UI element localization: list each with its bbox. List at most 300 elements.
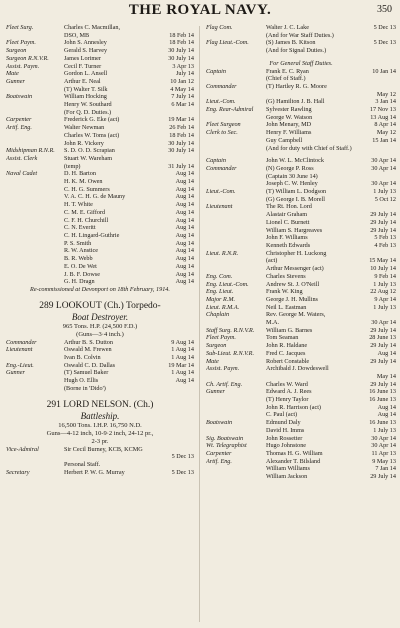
officer-name: Arthur Messenger (act) <box>266 265 324 273</box>
officer-entry <box>206 106 396 114</box>
appointment-date <box>360 203 396 211</box>
officer-entry <box>206 396 396 404</box>
rank-label: Assist. Clerk <box>6 154 38 162</box>
officer-name: Joseph C. W. Henley <box>266 180 318 188</box>
rank-label: Lieutenant <box>6 346 33 354</box>
rank-label <box>206 211 266 219</box>
recommission-note: Re-commissioned at Devonport on 18th February, 1914. <box>30 285 170 293</box>
officer-name: Tom Seaman <box>266 334 299 342</box>
officer-name: (act) <box>266 257 278 265</box>
rank-label: Mate <box>206 357 219 365</box>
appointment-date: 19 Mar 14 <box>168 116 194 124</box>
appointment-date: Aug 14 <box>175 262 194 270</box>
officer-name: Arthur B. S. Dutton <box>64 338 113 346</box>
officer-entry <box>206 196 396 204</box>
rank-label: Naval Cadet <box>6 170 38 178</box>
officer-entry <box>6 278 194 286</box>
appointment-date: 18 Feb 14 <box>169 31 194 39</box>
appointment-date: 30 Apr 14 <box>371 434 396 442</box>
officer-name: (G) Hamilton J. B. Hall <box>266 98 325 106</box>
appointment-date: 9 Feb 14 <box>374 272 396 280</box>
appointment-date: Aug 14 <box>175 185 194 193</box>
rank-label: Captain <box>206 67 226 75</box>
officer-entry <box>206 265 396 273</box>
appointment-date: 5 Dec 13 <box>171 453 194 461</box>
officer-entry <box>206 157 396 165</box>
officer-name: (G) George I. B. Morell <box>266 195 325 203</box>
officer-name: Stuart W. Wareham <box>64 154 113 162</box>
appointment-date: 3 Apr 13 <box>172 62 194 70</box>
nelson-guns-2: 2-3 pr. <box>91 437 109 445</box>
rank-label: Captain <box>206 157 226 165</box>
officer-entry <box>206 273 396 281</box>
appointment-date: 16 June 13 <box>369 419 396 427</box>
rank-label <box>206 180 266 188</box>
rank-label: Carpenter <box>6 116 32 124</box>
officer-entry <box>6 39 194 47</box>
appointment-date: Aug 14 <box>175 201 194 209</box>
officer-name: David H. Imms <box>266 426 305 434</box>
rank-label <box>6 193 64 201</box>
officer-entry <box>206 327 396 335</box>
nelson-guns: Guns—4-12 inch, 10-9·2 inch, 24-12 pr., <box>46 429 154 437</box>
officer-name: Archibald J. Dowdeswell <box>266 365 329 373</box>
officer-entry <box>206 288 396 296</box>
rank-label: Artif. Eng. <box>6 124 32 132</box>
officer-name: Sylvester Rawling <box>266 106 312 114</box>
appointment-date: 7 July 14 <box>171 93 194 101</box>
officer-entry <box>6 255 194 263</box>
rank-label <box>6 377 64 385</box>
officer-name: Ivan B. Colvin <box>64 354 101 362</box>
officer-name: C. H. G. Summers <box>64 185 110 193</box>
lookout-subtitle: Boat Destroyer. <box>71 311 129 322</box>
officer-name: (T) Hartley R. G. Moore <box>266 82 327 90</box>
rank-label: Commander <box>6 338 37 346</box>
appointment-date: 29 July 14 <box>370 226 396 234</box>
officer-entry <box>206 458 396 466</box>
appointment-date: 29 July 14 <box>370 218 396 226</box>
rank-label: Wt. Telegraphist <box>206 442 247 450</box>
officer-name: Sir Cecil Burney, KCB, KCMG <box>64 445 143 453</box>
rank-label: Surgeon R.N.V.R. <box>6 54 49 62</box>
rank-label <box>6 232 64 240</box>
rank-label <box>6 247 64 255</box>
rank-label <box>206 319 266 327</box>
officer-name: Edward A. J. Rees <box>266 388 312 396</box>
officer-name: Gerald S. Harvey <box>64 47 108 55</box>
rank-label <box>6 186 64 194</box>
officer-entry <box>206 211 396 219</box>
officer-entry <box>206 173 396 181</box>
rank-label <box>6 209 64 217</box>
officer-name: Cecil F. Turner <box>64 62 102 70</box>
officer-name: William Williams <box>266 465 310 473</box>
officer-name: C. Paul (act) <box>266 411 298 419</box>
officer-entry <box>206 227 396 235</box>
officer-name: J. B. F. Dowse <box>64 270 100 278</box>
officer-entry <box>6 469 194 477</box>
officer-name: (Borne in 'Dido') <box>64 384 106 392</box>
officer-entry <box>6 55 194 63</box>
officer-name: Charles C. Macmillan, <box>64 24 121 31</box>
rank-label: Flag Lieut.-Com. <box>206 39 249 47</box>
officer-name: John Rossetter <box>266 434 303 442</box>
officer-name: The Rt. Hon. Lord <box>266 203 312 211</box>
rank-label <box>6 453 64 461</box>
officer-name: William S. Hargreaves <box>266 226 323 234</box>
appointment-date: 1 July 13 <box>373 303 396 311</box>
rank-label: Boatswain <box>6 93 33 101</box>
nelson-spec: 16,500 Tons. I.H.P. 16,750 N.D. <box>58 421 142 429</box>
appointment-date: 4 May 14 <box>170 85 194 93</box>
appointment-date: 18 Feb 14 <box>169 131 194 139</box>
appointment-date: July 14 <box>175 70 194 78</box>
officer-entry <box>206 319 396 327</box>
left-column <box>6 24 194 476</box>
rank-label: Lieut.-Com. <box>206 98 236 106</box>
officer-name: Walter Newman <box>64 124 105 132</box>
rank-label: Gunner <box>6 77 25 85</box>
flag-staff-list <box>206 24 396 55</box>
officer-name: C. F. H. Churchill <box>64 216 109 224</box>
officer-entry <box>206 250 396 258</box>
officer-entry <box>206 203 396 211</box>
lookout-guns: (Guns—3·4 inch.) <box>76 330 124 338</box>
rank-label <box>6 385 64 393</box>
officer-name: C. N. Everitt <box>64 224 96 232</box>
officer-name: Rev. George M. Waters, <box>266 311 326 319</box>
appointment-date: 16 June 13 <box>369 396 396 404</box>
page-number: 350 <box>377 4 392 15</box>
officer-name: S. D. O. D. Scrapian <box>64 147 115 155</box>
officer-name: Alexander T. Bilsland <box>266 457 321 465</box>
appointment-date <box>158 461 194 469</box>
officer-name: (T) Henry Taylor <box>266 396 309 404</box>
rank-label <box>206 196 266 204</box>
rank-label <box>6 201 64 209</box>
officer-name: George W. Watson <box>266 113 313 121</box>
appointment-date: 8 Apr 14 <box>374 121 396 129</box>
officer-name: Edmund Daly <box>266 419 301 427</box>
appointment-date: 28 June 13 <box>369 334 396 342</box>
appointment-date: 11 Apr 13 <box>371 449 396 457</box>
appointment-date: 29 July 14 <box>370 326 396 334</box>
appointment-date: 26 Feb 14 <box>169 124 194 132</box>
officer-entry <box>6 453 194 461</box>
officer-entry <box>206 91 396 99</box>
officer-name: William Jackson <box>266 473 308 481</box>
officer-entry <box>206 24 396 32</box>
appointment-date: 29 July 14 <box>370 473 396 481</box>
officer-entry <box>206 381 396 389</box>
rank-label <box>6 140 64 148</box>
general-staff-list <box>206 68 396 153</box>
officer-entry <box>206 257 396 265</box>
officer-entry <box>6 178 194 186</box>
officer-name: Robert Constable <box>266 357 310 365</box>
officer-entry <box>6 339 194 347</box>
appointment-date: 30 Apr 14 <box>371 164 396 172</box>
rank-label <box>206 242 266 250</box>
rank-label <box>206 75 266 83</box>
officer-entry <box>206 404 396 412</box>
officer-entry <box>206 334 396 342</box>
officer-name: Alastair Graham <box>266 211 308 219</box>
appointment-date: 30 Apr 14 <box>371 442 396 450</box>
officer-name: (And for Signal Duties.) <box>266 47 327 55</box>
officer-entry <box>206 411 396 419</box>
officer-entry <box>206 435 396 443</box>
officer-entry <box>206 419 396 427</box>
appointment-date <box>360 32 396 40</box>
rank-label <box>6 101 64 109</box>
page-header <box>0 0 400 22</box>
officer-name: John Menary, MD <box>266 121 312 129</box>
officer-entry <box>6 32 194 40</box>
appointment-date: Aug 14 <box>175 224 194 232</box>
officer-name: (And for War Staff Duties.) <box>266 31 334 39</box>
officer-entry <box>6 232 194 240</box>
appointment-date: 13 Aug 14 <box>370 113 396 121</box>
officer-name: John R. Haldane <box>266 342 308 350</box>
officer-name: William Hocking <box>64 93 107 101</box>
appointment-date <box>158 385 194 393</box>
officer-name: John R. Vickery <box>64 139 104 147</box>
rank-label: Commander <box>206 164 237 172</box>
appointment-date <box>360 250 396 258</box>
appointment-date: 1 Aug 14 <box>171 354 194 362</box>
officer-name: DSO, MB <box>64 31 90 39</box>
rank-label: Carpenter <box>206 449 232 457</box>
rank-label: Boatswain <box>206 419 233 427</box>
appointment-date: 22 Aug 12 <box>370 288 396 296</box>
officer-name: (T) William L. Dodgson <box>266 188 327 196</box>
rank-label <box>206 47 266 55</box>
rank-label: Gunner <box>6 369 25 377</box>
officer-entry <box>206 296 396 304</box>
rank-label <box>6 271 64 279</box>
officer-entry <box>6 240 194 248</box>
appointment-date: 30 Apr 14 <box>371 180 396 188</box>
appointment-date: 16 June 13 <box>369 388 396 396</box>
officer-entry <box>6 362 194 370</box>
officer-entry <box>206 39 396 47</box>
officer-name: Andrew St. J. O'Neill <box>266 280 320 288</box>
rank-label <box>206 173 266 181</box>
rank-label: Surgeon <box>6 47 27 55</box>
officer-name: C. H. Lingard-Guthrie <box>64 231 120 239</box>
rank-label: Fleet Paym. <box>206 334 236 342</box>
officer-entry <box>6 132 194 140</box>
appointment-date: 1 July 13 <box>373 188 396 196</box>
officer-entry <box>206 242 396 250</box>
officer-entry <box>206 342 396 350</box>
ship-officer-list <box>6 24 194 286</box>
officer-entry <box>6 377 194 385</box>
nelson-subtitle: Battleship. <box>80 410 120 421</box>
officer-name: William G. Barnes <box>266 326 313 334</box>
appointment-date: 29 July 14 <box>370 380 396 388</box>
officer-name: Arthur E. Neal <box>64 77 101 85</box>
appointment-date: Aug 14 <box>175 377 194 385</box>
officer-entry <box>206 98 396 106</box>
rank-label <box>6 109 64 117</box>
appointment-date: 5 Dec 13 <box>373 39 396 47</box>
officer-name: Oswald M. Frewen <box>64 346 112 354</box>
rank-label: Artif. Eng. <box>206 457 232 465</box>
appointment-date: 17 Nov 13 <box>369 106 396 114</box>
officer-name <box>266 91 360 99</box>
general-staff-heading: For General Staff Duties. <box>269 59 333 67</box>
officer-entry <box>206 350 396 358</box>
officer-entry <box>6 209 194 217</box>
rank-label: Surgeon <box>206 342 227 350</box>
officer-entry <box>206 145 396 153</box>
officer-name: P. S. Smith <box>64 239 92 247</box>
officer-name: (temp) <box>64 162 81 170</box>
officer-name: Frank W. King <box>266 288 303 296</box>
officer-entry <box>206 121 396 129</box>
rank-label <box>6 132 64 140</box>
appointment-date: Aug 14 <box>175 178 194 186</box>
officer-name: John W. L. McClintock <box>266 157 324 165</box>
officer-entry <box>6 78 194 86</box>
appointment-date: Aug 14 <box>175 208 194 216</box>
rank-label: Eng. Com. <box>206 272 233 280</box>
officer-entry <box>206 311 396 319</box>
appointment-date: 29 July 14 <box>370 342 396 350</box>
officer-name: Charles W. Toms (act) <box>64 131 120 139</box>
officer-name: Charles W. Ward <box>266 380 308 388</box>
officer-entry <box>6 116 194 124</box>
rank-label <box>206 219 266 227</box>
appointment-date: 5 Oct 12 <box>374 195 396 203</box>
officer-entry <box>6 155 194 163</box>
column-divider <box>199 26 200 622</box>
officer-name: (And for duty with Chief of Staff.) <box>266 144 352 152</box>
officer-entry <box>206 234 396 242</box>
officer-entry <box>206 83 396 91</box>
appointment-date <box>158 24 194 32</box>
appointment-date: Aug 14 <box>175 278 194 286</box>
officer-name: Frank E. C. Ryan <box>266 67 309 75</box>
rank-label: Major R.M. <box>206 295 236 303</box>
appointment-date: 30 July 14 <box>168 139 194 147</box>
officer-name: Gordon L. Ansell <box>64 70 108 78</box>
appointment-date: Aug 14 <box>175 255 194 263</box>
officer-name: Henry F. Williams <box>266 129 312 137</box>
officer-entry <box>206 129 396 137</box>
officer-name: H. K. M. Owen <box>64 178 103 186</box>
appointment-date: 31 July 14 <box>168 162 194 170</box>
officer-name: E. O. De Wet <box>64 262 97 270</box>
rank-label <box>206 234 266 242</box>
rank-label <box>6 217 64 225</box>
appointment-date <box>360 311 396 319</box>
lookout-officer-list <box>6 339 194 393</box>
rank-label <box>6 32 64 40</box>
officer-entry <box>6 446 194 454</box>
appointment-date: Aug 14 <box>175 231 194 239</box>
appointment-date: 9 Apr 14 <box>374 295 396 303</box>
rank-label: Lieut. R.N.R. <box>206 249 239 257</box>
appointment-date <box>158 155 194 163</box>
officer-name: M.A. <box>266 319 280 327</box>
officer-entry <box>6 461 194 469</box>
rank-label <box>206 427 266 435</box>
officer-entry <box>6 140 194 148</box>
rank-label <box>206 91 266 99</box>
rank-label <box>6 255 64 263</box>
officer-entry <box>6 217 194 225</box>
appointment-date: 15 Jan 14 <box>372 136 396 144</box>
officer-name: Hugh O. Ellis <box>64 377 99 385</box>
appointment-date: 6 Mar 14 <box>171 101 194 109</box>
rank-label: Staff Surg. R.N.V.R. <box>206 326 255 334</box>
officer-entry <box>6 385 194 393</box>
rank-label <box>6 354 64 362</box>
officer-name: D. H. Barton <box>64 170 96 178</box>
rank-label: Fleet Surg. <box>6 24 34 31</box>
officer-name: C. M. E. Gifford <box>64 208 106 216</box>
officer-entry <box>206 427 396 435</box>
rank-label: Assist. Paym. <box>6 62 40 70</box>
officer-name: Frederick G. Eke (act) <box>64 116 120 124</box>
officer-name: Neil L. Eastman <box>266 303 307 311</box>
rank-label <box>6 461 64 469</box>
rank-label: Lieut.-Com. <box>206 188 236 196</box>
appointment-date <box>360 75 396 83</box>
appointment-date: 18 Feb 14 <box>169 39 194 47</box>
officer-entry <box>6 163 194 171</box>
officer-entry <box>206 137 396 145</box>
officer-entry <box>206 68 396 76</box>
appointment-date: Aug 14 <box>175 170 194 178</box>
officer-entry <box>6 263 194 271</box>
rank-label: Clerk to Sec. <box>206 129 238 137</box>
page-title: THE ROYAL NAVY. <box>128 2 272 18</box>
officer-name <box>266 373 360 381</box>
officer-name: (N) George P. Ross <box>266 164 314 172</box>
ship-officer-list-right <box>206 157 396 481</box>
rank-label <box>6 224 64 232</box>
rank-label: Fleet Paym. <box>6 39 36 47</box>
officer-entry <box>206 188 396 196</box>
appointment-date <box>360 173 396 181</box>
appointment-date: 3 Jan 14 <box>375 98 396 106</box>
officer-name: Henry W. Southard <box>64 101 112 109</box>
appointment-date: 10 Jan 12 <box>170 77 194 85</box>
nelson-title: 291 LORD NELSON. (Ch.) <box>46 399 154 410</box>
rank-label: Gunner <box>206 388 225 396</box>
officer-name: John S. Annesley <box>64 39 107 47</box>
officer-name: B. R. Webb <box>64 255 93 263</box>
rank-label <box>206 257 266 265</box>
officer-entry <box>206 281 396 289</box>
appointment-date: 1 July 13 <box>373 426 396 434</box>
appointment-date: 19 Mar 14 <box>168 361 194 369</box>
rank-label: Secretary <box>6 468 30 476</box>
appointment-date: 29 July 14 <box>370 211 396 219</box>
rank-label <box>206 396 266 404</box>
officer-name: (Captain 30 June 14) <box>266 172 318 180</box>
rank-label <box>206 404 266 412</box>
officer-entry <box>6 93 194 101</box>
appointment-date: 7 Jan 14 <box>375 465 396 473</box>
appointment-date: Aug 14 <box>175 270 194 278</box>
rank-label <box>206 114 266 122</box>
